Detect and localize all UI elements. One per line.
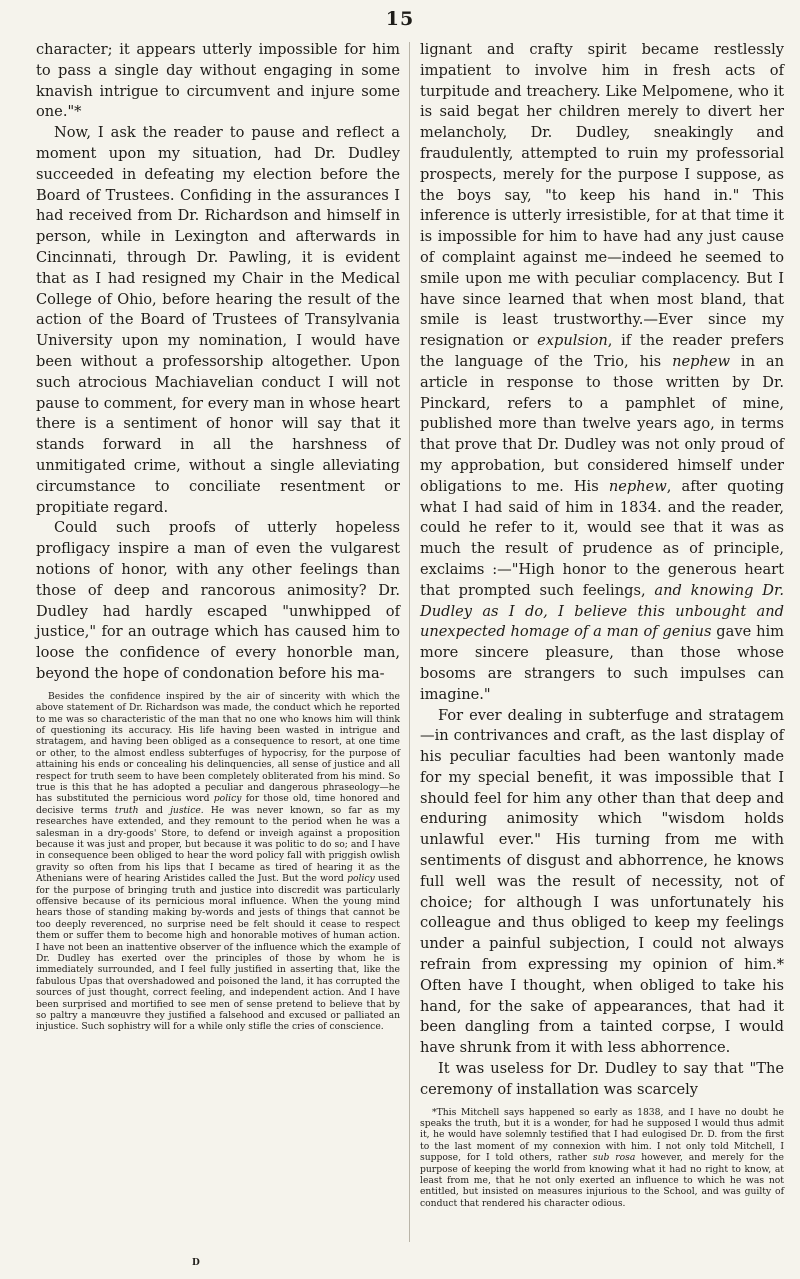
signature-mark: D xyxy=(192,1258,200,1268)
page-number: 15 xyxy=(385,8,415,30)
left-paragraph-3: Could such proofs of utterly hopeless profligacy inspire a man of even the vulgarest notions of honor, with any other feelings than those of deep and rancorous animosity? Dr. Dudley had hardly escaped "unwhipped of justice," for an outrage which has caused him to loose the confidence of every honorble man, beyond the hope of condonation before his ma- xyxy=(36,519,400,682)
left-paragraph-2: Now, I ask the reader to pause and reflect a moment upon my situation, had Dr. Dudley succeeded in defeating my election before the Board of Trustees. Confiding in the assurances I had received from Dr. Richardson and himself in person, while in Lexington and afterwards in Cincinnati, through Dr. Pawling, it is evident that as I had resigned my Chair in the Medical College of Ohio, before hearing the result of the action of the Board of Trustees of Transylvania University upon my nomination, I would have been without a professorship altogether. Upon such atrocious Machiavelian conduct I will not pause to comment, for every man in whose heart there is a sentiment of honor will say that it stands forward in all the harshness of unmitigated crime, without a single alleviating circumstance to conciliate resentment or propitiate regard. xyxy=(36,124,400,516)
left-paragraph-1: character; it appears utterly impossible for him to pass a single day without engaging in some knavish intrigue to circumvent and injure some one."* xyxy=(36,41,400,121)
left-footnote: Besides the confidence inspired by the air of sincerity with which the above statement of Dr. Richardson was made, the conduct which he reported to me was so characteristic of the man that no one who knows him will think of questioning its accuracy. His life having been wasted in intrigue and stratagem, and having been obliged as a consequence to resort, at one time or other, to the almost endless subterfuges of hypocrisy, for the purpose of attaining his ends or concealing his delinquencies, all sense of justice and all respect for truth seem to have been completely obliterated from his mind. So true is this that he has adopted a peculiar and dangerous phraseology—he has substituted the pernicious word policy for those old, time honored and decisive terms truth and justice. He was never known, so far as my researches have extended, and they remount to the period when he was a salesman in a dry-goods' Store, to defend or inveigh against a proposition because it was just and proper, but because it was politic to do so; and I have in consequence been obliged to hear the word policy fall with priggish owlish gravity so often from his lips that I became as tired of hearing it as the Athenians were of hearing Aristides called the Just. But the word policy used for the purpose of bringing truth and justice into discredit was particularly offensive because of its pernicious moral influence. When the young mind hears those of standing making by-words and jests of things that cannot be too deeply reverenced, no surprise need be felt should it cease to respect them or suffer them to become high and honorable motives of human action. I have not been an inattentive observer of the influence which the example of Dr. Dudley has exerted over the principles of those by whom he is immediately surrounded, and I feel fully justified in asserting that, like the fabulous Upas that overshadowed and poisoned the land, it has corrupted the sources of just thought, correct feeling, and independent action. And I have been surprised and mortified to see men of sense pretend to believe that by so paltry a manœuvre they justified a falsehood and excused or palliated an injustice. Such sophistry will for a while only stifle the cries of conscience. xyxy=(36,690,401,1033)
right-paragraph-2: For ever dealing in subterfuge and stratagem—in contrivances and craft, as the last display of his peculiar faculties had been wantonly made for my special benefit, it was impossible that I should feel for him any other than that deep and enduring animosity which "wisdom holds unlawful ever." His turning from me with sentiments of disgust and abhorrence, he knows full well was the result of necessity, not of choice; for although I was unfortunately his colleague and thus obliged to keep my feelings under a painful subjection, I could not always refrain from expressing my opinion of him.* Often have I thought, when obliged to take his hand, for the sake of appearances, that had it been dangling from a tainted corpse, I would have shrunk from it with less abhorrence. xyxy=(420,706,784,1057)
column-divider xyxy=(409,42,410,1242)
left-column xyxy=(36,40,400,1033)
right-paragraph-3: It was useless for Dr. Dudley to say that "The ceremony of installation was scarcely xyxy=(420,1060,784,1098)
right-footnote: *This Mitchell says happened so early as 1838, and I have no doubt he speaks the truth, but it is a wonder, for had he supposed I would thus admit it, he would have solemnly testified that I had eulogised Dr. D. from the first to the last moment of my connexion with him. I not only told Mitchell, I suppose, for I told others, rather sub rosa however, and merely for the purpose of keeping the world from knowing what it had no right to know, at least from me, that he not only exerted an influence to which he was not entitled, but insisted on measures injurious to the School, and was guilty of conduct that rendered his character odious. xyxy=(420,1106,784,1209)
right-column xyxy=(420,40,784,1209)
right-paragraph-1: lignant and crafty spirit became restlessly impatient to involve him in fresh acts of turpitude and treachery. Like Melpomene, who it is said begat her children merely to divert her melancholy, Dr. Dudley, sneakingly and fraudulently, attempted to ruin my professorial prospects, merely for the purpose I suppose, as the boys say, "to keep his hand in." This inference is utterly irresistible, for at that time it is impossible for him to have had any just cause of complaint against me—indeed he seemed to smile upon me with peculiar complacency. But I have since learned that when most bland, that smile is least trustworthy.—Ever since my resignation or expulsion, if the reader prefers the language of the Trio, his nephew in an article in response to those written by Dr. Pinckard, refers to a pamphlet of mine, published more than twelve years ago, in terms that prove that Dr. Dudley was not only proud of my approbation, but considered himself under obligations to me. His nephew, after quoting what I had said of him in 1834. and the reader, could he refer to it, would see that it was as much the result of prudence as of principle, exclaims :—"High honor to the generous heart that prompted such feelings, and knowing Dr. Dudley as I do, I believe this unbought and unexpected homage of a man of genius gave him more sincere pleasure, than those whose bosoms are strangers to such impulses can imagine." xyxy=(420,41,785,703)
